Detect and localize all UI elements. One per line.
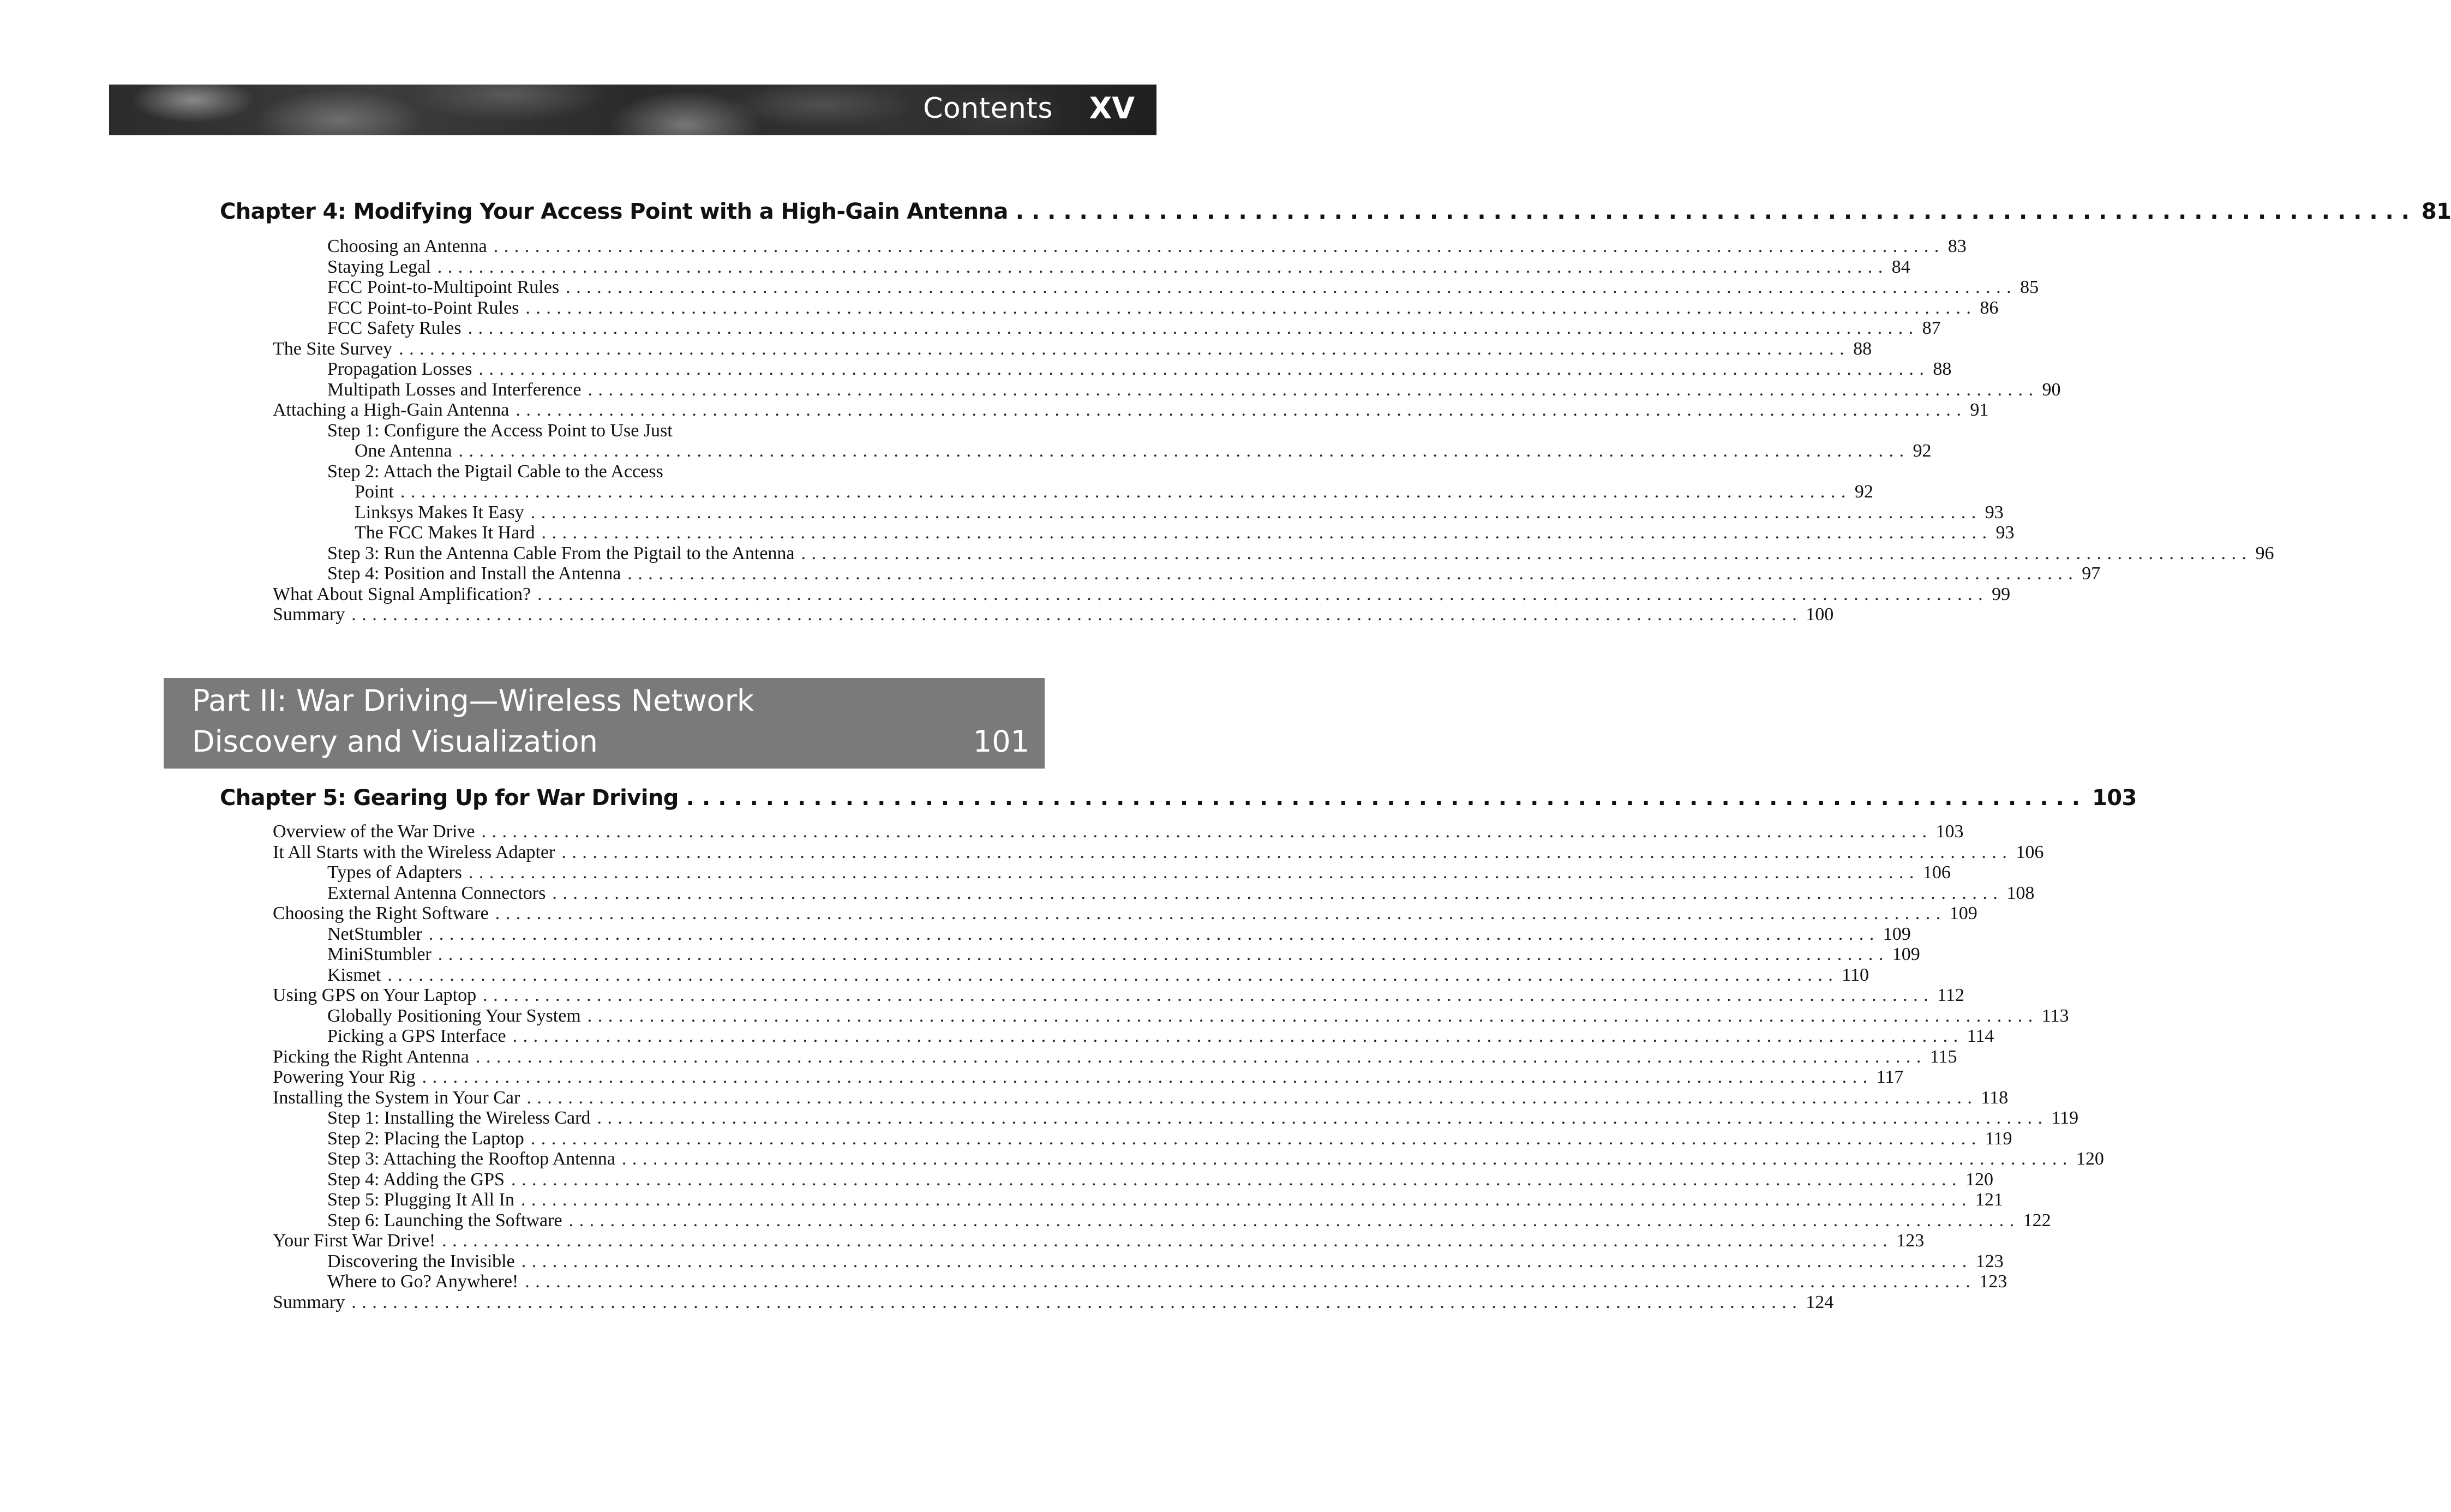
toc-entry[interactable]: [273, 318, 1941, 339]
dot-leader: ............................................................................................................................................: [351, 1292, 1803, 1312]
toc-entry[interactable]: [273, 584, 2011, 605]
toc-entry-page: 119: [2051, 1108, 2079, 1128]
toc-entry-label: Step 2: Placing the Laptop: [327, 1128, 524, 1149]
dot-leader: ............................................................................................................................................: [468, 318, 1919, 338]
toc-entry-label: FCC Safety Rules: [327, 318, 462, 338]
toc-entry-page: 109: [1892, 944, 1920, 964]
toc-entry-label: Step 1: Configure the Access Point to Use Just: [327, 420, 673, 441]
toc-entry-page: 93: [1995, 523, 2015, 543]
toc-entry-page: 103: [1935, 821, 1964, 842]
toc-entry-label: Linksys Makes It Easy: [355, 502, 524, 523]
toc-entry[interactable]: [273, 359, 1952, 380]
dot-leader: ............................................................................................................................................: [495, 903, 1946, 923]
toc-entry-label: Step 3: Attaching the Rooftop Antenna: [327, 1149, 615, 1169]
toc-entry-page: 109: [1949, 903, 1977, 923]
toc-entry-label: What About Signal Amplification?: [273, 584, 531, 604]
toc-entry-page: 85: [2020, 277, 2039, 297]
toc-entry[interactable]: [273, 421, 1033, 441]
toc-entry[interactable]: [273, 543, 2274, 564]
toc-entry-page: 120: [1965, 1169, 1993, 1190]
dot-leader: ............................................................................................................................................: [483, 985, 1934, 1005]
toc-entry-page: 112: [1937, 985, 1964, 1005]
dot-leader: ............................................................................................................................................: [481, 821, 1933, 842]
toc-entry-label: Picking the Right Antenna: [273, 1046, 469, 1067]
toc-entry[interactable]: [273, 842, 2044, 863]
dot-leader: ............................................................................................................................................: [478, 359, 1930, 379]
toc-entry-page: 119: [1985, 1128, 2012, 1149]
toc-entry-label: The FCC Makes It Hard: [355, 523, 535, 543]
dot-leader: ............................................................................................................................................: [512, 1026, 1964, 1046]
dot-leader: ............................................................................................................................................: [541, 523, 1993, 543]
toc-entry[interactable]: [273, 903, 1977, 924]
toc-entry-page: 120: [2076, 1149, 2104, 1169]
toc-entry-label: Point: [355, 482, 394, 502]
dot-leader: ............................................................................................................................................: [520, 1190, 1972, 1210]
dot-leader: ............................................................................................................................................: [442, 1231, 1893, 1251]
toc-entry[interactable]: [273, 1046, 1957, 1067]
toc-entry[interactable]: [273, 1292, 1834, 1313]
toc-entry-page: 115: [1929, 1046, 1957, 1067]
toc-entry-page: 108: [2006, 883, 2035, 903]
toc-entry-page: 83: [1947, 236, 1967, 256]
running-header: [109, 85, 1156, 135]
toc-entry[interactable]: [273, 821, 1964, 842]
toc-entry-label: Installing the System in Your Car: [273, 1087, 520, 1108]
toc-entry[interactable]: [273, 923, 1911, 945]
toc-entry[interactable]: [273, 1067, 1904, 1088]
toc-entry-label: Multipath Losses and Interference: [327, 379, 582, 400]
toc-entry[interactable]: [273, 1026, 1994, 1047]
toc-entry[interactable]: [273, 400, 1989, 421]
toc-entry[interactable]: [273, 256, 1910, 278]
toc-entry-page: 93: [1985, 502, 2004, 523]
toc-entry-label: Step 4: Adding the GPS: [327, 1169, 505, 1190]
dot-leader: ............................................................................................................................................: [621, 1149, 2073, 1169]
dot-leader: ............................................................................................................................................: [468, 862, 1920, 883]
dot-leader: ............................................................................................................................................: [568, 1210, 2020, 1231]
part-2-title-line2: Discovery and Visualization: [192, 724, 598, 759]
toc-entry-page: 92: [1913, 441, 1932, 461]
toc-entry[interactable]: [273, 1231, 1925, 1251]
chapter-4-heading[interactable]: [220, 199, 2451, 230]
toc-entry-label: Summary: [273, 1292, 345, 1312]
toc-entry-page: 97: [2082, 563, 2101, 584]
toc-entry[interactable]: [273, 379, 2061, 400]
toc-entry-page: 87: [1922, 318, 1941, 338]
toc-entry-label: Powering Your Rig: [273, 1067, 416, 1087]
toc-entry[interactable]: [273, 502, 2004, 523]
toc-entry-page: 109: [1883, 923, 1911, 944]
toc-entry[interactable]: [273, 944, 1920, 965]
dot-leader: ............................................................................................................................................: [587, 1005, 2039, 1026]
dot-leader: ............................................................................................................................................: [597, 1108, 2048, 1128]
toc-entry-label: Using GPS on Your Laptop: [273, 985, 477, 1005]
dot-leader: ............................................................................................................................................: [475, 1046, 1927, 1067]
running-header-title: Contents: [923, 92, 1053, 125]
toc-entry-page: 106: [2016, 842, 2044, 862]
toc-entry-page: 124: [1806, 1292, 1834, 1312]
chapter-5-page: 103: [2092, 785, 2137, 811]
chapter-4-page: 81: [2421, 199, 2451, 224]
toc-entry[interactable]: [273, 461, 1033, 482]
dot-leader: ............................................................................................................................................: [552, 883, 2004, 903]
toc-entry[interactable]: [273, 604, 1834, 625]
dot-leader: ............................................................................................................................................: [561, 842, 2013, 862]
toc-entry[interactable]: [273, 1210, 2051, 1231]
part-2-banner[interactable]: [164, 678, 1045, 769]
dot-leader: ............................................................................................................................................: [530, 1128, 1982, 1149]
toc-entry-label: Where to Go? Anywhere!: [327, 1271, 519, 1292]
dot-leader: ............................................................................................................................................: [387, 964, 1839, 985]
toc-entry[interactable]: [273, 985, 1964, 1006]
chapter-5-heading[interactable]: [220, 785, 2137, 816]
toc-entry[interactable]: [273, 523, 2015, 543]
toc-entry-label: Discovering the Invisible: [327, 1251, 515, 1271]
dot-leader: ............................................................................................................................................: [422, 1067, 1873, 1087]
toc-entry[interactable]: [273, 862, 1951, 883]
part-2-title-line1: Part II: War Driving—Wireless Network: [192, 683, 754, 718]
dot-leader: ............................................................................................................................................: [400, 482, 1851, 502]
toc-entry-page: 123: [1979, 1271, 2007, 1292]
toc-entry-label: Types of Adapters: [327, 862, 462, 883]
toc-entry-page: 99: [1992, 584, 2011, 604]
toc-entry-label: Step 3: Run the Antenna Cable From the Pigtail to the Antenna: [327, 543, 795, 563]
dot-leader: ............................................................................................................................................: [351, 604, 1803, 625]
toc-entry[interactable]: [273, 563, 2101, 584]
toc-entry-label: Your First War Drive!: [273, 1231, 436, 1251]
dot-leader: ............................................................................................................................................: [511, 1169, 1962, 1190]
toc-entry[interactable]: [273, 1128, 2012, 1149]
toc-entry-label: Step 2: Attach the Pigtail Cable to the Access: [327, 461, 663, 482]
dot-leader: ............................................................................................................................................: [525, 297, 1977, 318]
dot-leader: ............................................................................................................................................: [437, 256, 1889, 277]
dot-leader: ............................................................................................................................................: [801, 543, 2252, 563]
dot-leader: ............................................................................................................................................: [428, 923, 1880, 944]
toc-entry-label: One Antenna: [355, 441, 452, 461]
toc-entry-page: 91: [1970, 400, 1989, 420]
dot-leader: ............................................................................................................................................: [526, 1087, 1978, 1108]
toc-entry-page: 100: [1806, 604, 1834, 625]
toc-entry-page: 88: [1853, 338, 1872, 359]
dot-leader: ............................................................................................................................................: [537, 584, 1989, 604]
toc-entry-label: Picking a GPS Interface: [327, 1026, 506, 1046]
dot-leader: ............................................................................................................................................: [516, 400, 1967, 420]
dot-leader: ............................................................................................................................................: [399, 338, 1850, 359]
toc-entry-label: MiniStumbler: [327, 944, 432, 964]
toc-entry-page: 88: [1933, 359, 1952, 379]
toc-entry-label: Propagation Losses: [327, 359, 472, 379]
toc-entry-page: 113: [2041, 1005, 2069, 1026]
chapter-4-toc-list: [273, 236, 2274, 625]
dot-leader: ............................................................................................................................................: [493, 236, 1945, 256]
toc-entry-label: Overview of the War Drive: [273, 821, 475, 842]
dot-leader: ............................................................................................................................................: [458, 441, 1910, 461]
running-header-page-numeral: XV: [1089, 91, 1135, 125]
chapter-5-title: Chapter 5: Gearing Up for War Driving: [220, 785, 679, 811]
dot-leader: ............................................................................................................................................: [627, 563, 2079, 584]
dot-leader: ............................................................................................................................................: [438, 944, 1889, 964]
toc-entry[interactable]: [273, 1005, 2069, 1027]
toc-entry[interactable]: [273, 1108, 2079, 1129]
toc-entry-label: Summary: [273, 604, 345, 625]
toc-entry[interactable]: [273, 1169, 1993, 1190]
toc-entry[interactable]: [273, 883, 2035, 904]
toc-entry-page: 117: [1876, 1067, 1904, 1087]
toc-entry[interactable]: [273, 1271, 2007, 1292]
toc-entry[interactable]: [273, 338, 1872, 359]
dot-leader: ........................................................................................: [1015, 199, 2417, 224]
dot-leader: ............................................................................................................................................: [566, 277, 2017, 297]
dot-leader: ............................................................................................................................................: [525, 1271, 1976, 1292]
toc-entry-page: 110: [1842, 964, 1869, 985]
toc-entry-label: Choosing an Antenna: [327, 236, 487, 256]
toc-entry[interactable]: [273, 1251, 2004, 1272]
toc-entry-label: FCC Point-to-Multipoint Rules: [327, 277, 560, 297]
toc-entry-page: 86: [1980, 297, 1999, 318]
toc-entry[interactable]: [273, 297, 1999, 319]
part-2-page: 101: [973, 724, 1029, 759]
toc-entry-label: Step 5: Plugging It All In: [327, 1190, 514, 1210]
toc-entry[interactable]: [273, 1087, 2009, 1108]
toc-entry-label: FCC Point-to-Point Rules: [327, 297, 519, 318]
toc-entry-label: Kismet: [327, 964, 381, 985]
toc-entry[interactable]: [273, 441, 1932, 461]
toc-entry-page: 96: [2255, 543, 2274, 563]
dot-leader: ............................................................................................................................................: [588, 379, 2039, 400]
toc-entry-label: Attaching a High-Gain Antenna: [273, 400, 510, 420]
toc-entry-label: Choosing the Right Software: [273, 903, 489, 923]
dot-leader: ............................................................................................................................................: [530, 502, 1982, 523]
toc-entry-page: 118: [1981, 1087, 2009, 1108]
toc-entry-label: Step 1: Installing the Wireless Card: [327, 1108, 591, 1128]
toc-entry-label: Staying Legal: [327, 256, 431, 277]
toc-entry[interactable]: [273, 236, 1967, 257]
toc-entry-page: 122: [2023, 1210, 2051, 1231]
chapter-5-toc-list: [273, 821, 2104, 1312]
toc-entry[interactable]: [273, 1149, 2104, 1169]
toc-entry-page: 123: [1975, 1251, 2004, 1271]
toc-entry-label: It All Starts with the Wireless Adapter: [273, 842, 555, 862]
toc-entry[interactable]: [273, 482, 1873, 502]
toc-entry-page: 90: [2042, 379, 2061, 400]
toc-entry-label: Step 4: Position and Install the Antenna: [327, 563, 621, 584]
toc-entry-label: External Antenna Connectors: [327, 883, 546, 903]
toc-entry[interactable]: [273, 1190, 2003, 1210]
dot-leader: ............................................................................................................................................: [521, 1251, 1973, 1271]
toc-entry-label: Step 6: Launching the Software: [327, 1210, 562, 1231]
toc-entry-page: 121: [1975, 1190, 2003, 1210]
toc-entry-label: NetStumbler: [327, 923, 422, 944]
toc-entry-page: 106: [1922, 862, 1951, 883]
chapter-4-title: Chapter 4: Modifying Your Access Point with a High-Gain Antenna: [220, 199, 1008, 224]
toc-entry-label: The Site Survey: [273, 338, 393, 359]
toc-entry[interactable]: [273, 964, 1869, 986]
toc-entry-page: 84: [1891, 256, 1910, 277]
toc-entry-page: 92: [1854, 482, 1873, 502]
toc-entry[interactable]: [273, 277, 2039, 298]
toc-entry-label: Globally Positioning Your System: [327, 1005, 581, 1026]
dot-leader: ........................................................................................: [686, 785, 2088, 811]
toc-entry-page: 114: [1967, 1026, 1994, 1046]
toc-entry-page: 123: [1896, 1231, 1925, 1251]
